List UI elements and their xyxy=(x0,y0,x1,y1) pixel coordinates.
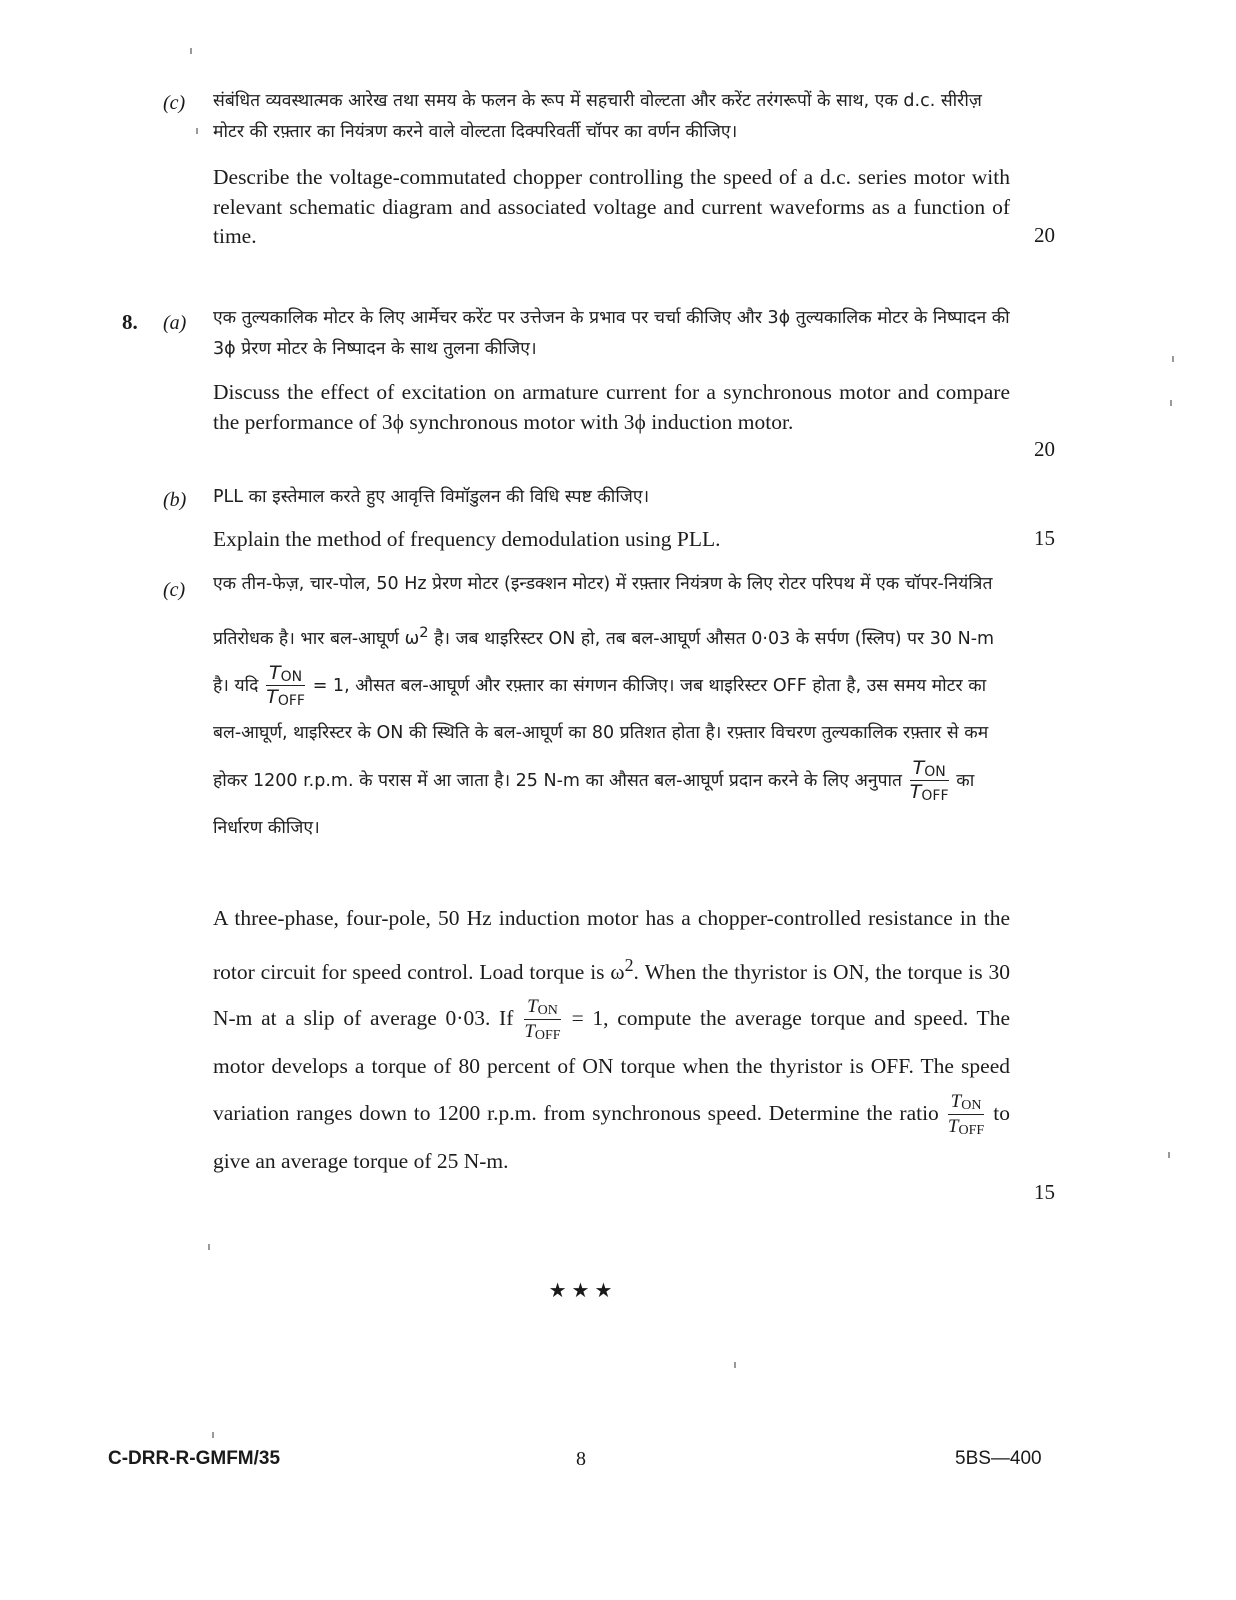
part-label-7c: (c) xyxy=(163,92,186,114)
part-label-8a: (a) xyxy=(163,312,187,334)
ton-toff-fraction: $\frac{T_{ON}}{T_{OFF}}$ xyxy=(947,1090,985,1138)
q8c-hindi-text: एक तीन-फेज़, चार-पोल, 50 Hz प्रेरण मोटर (इन्डक्शन मोटर) में रफ़्तार नियंत्रण के लिए रोटर परिपथ में एक चॉपर-नियंत्रित प्रतिरोधक है। भार बल-आघूर्ण $\omega^2$ है। जब थाइरिस्टर ON हो, तब बल-आघूर्ण औसत 0·03 के सर्पण (स्लिप) पर 30 N-m है। यदि $\frac{T_{ON}}{T_{OFF}}$ = 1, औसत बल-आघूर्ण और रफ़्तार का संगणन कीजिए। जब थाइरिस्टर OFF होता है, उस समय मोटर का बल-आघूर्ण, थाइरिस्टर के ON की स्थिति के बल-आघूर्ण का 80 प्रतिशत होता है। रफ़्तार विचरण तुल्यकालिक रफ़्तार से कम होकर 1200 r.p.m. के परास में आ जाता है। 25 N-m का औसत बल-आघूर्ण प्रदान करने के लिए अनुपात $\frac{T_{ON}}{T_{OFF}}$ का निर्धारण कीजिए। xyxy=(213,574,995,839)
question-number-8: 8. xyxy=(122,310,138,334)
q7c-english-text: Describe the voltage-commutated chopper controlling the speed of a d.c. series motor with relevant schematic diagram and associated voltage and current waveforms as a function of time. xyxy=(213,165,1010,248)
scan-speck xyxy=(212,1432,214,1438)
q8b-english-text: Explain the method of frequency demodulation using PLL. xyxy=(213,527,721,551)
q8b-marks: 15 xyxy=(1034,526,1055,550)
q8c-marks: 15 xyxy=(1034,1180,1055,1204)
q8c-english-text: A three-phase, four-pole, 50 Hz induction motor has a chopper-controlled resistance in the rotor circuit for speed control. Load torque is $\omega^2$. When the thyristor is ON, the torque is 30 N-m at a slip of average 0·03. If $\frac{T_{ON}}{T_{OFF}}$ = 1, compute the average torque and speed. The motor develops a torque of 80 percent of ON torque when the thyristor is OFF. The speed variation ranges down to 1200 r.p.m. from synchronous speed. Determine the ratio $\frac{T_{ON}}{T_{OFF}}$ to give an average torque of 25 N-m. xyxy=(213,906,1010,1173)
q8a-marks: 20 xyxy=(1034,437,1055,461)
q7c-hindi-text: संबंधित व्यवस्थात्मक आरेख तथा समय के फलन के रूप में सहचारी वोल्टता और करेंट तरंगरूपों के साथ, एक d.c. सीरीज़ मोटर की रफ़्तार का नियंत्रण करने वाले वोल्टता दिक्परिवर्ती चॉपर का वर्णन कीजिए। xyxy=(213,91,982,142)
q7c-marks: 20 xyxy=(1034,223,1055,247)
scan-speck xyxy=(734,1362,736,1368)
part-label-8b: (b) xyxy=(163,489,187,511)
footer-paper-code: C-DRR-R-GMFM/35 xyxy=(108,1448,281,1469)
scan-speck xyxy=(1170,400,1172,406)
scan-speck xyxy=(1172,356,1174,362)
part-label-8c: (c) xyxy=(163,579,186,601)
end-of-paper-stars: ★★★ xyxy=(548,1278,618,1302)
footer-series-code: 5BS—400 xyxy=(955,1448,1042,1469)
scan-speck xyxy=(1168,1152,1170,1158)
q8a-hindi-text: एक तुल्यकालिक मोटर के लिए आर्मेचर करेंट पर उत्तेजन के प्रभाव पर चर्चा कीजिए और 3ϕ तुल्यकालिक मोटर के निष्पादन की 3ϕ प्रेरण मोटर के निष्पादन के साथ तुलना कीजिए। xyxy=(213,308,1010,359)
scan-speck xyxy=(208,1244,210,1250)
q8a-english-text: Discuss the effect of excitation on armature current for a synchronous motor and compare the performance of 3ϕ synchronous motor with 3ϕ induction motor. xyxy=(213,380,1010,434)
ton-toff-fraction: $\frac{T_{ON}}{T_{OFF}}$ xyxy=(909,756,949,804)
q8b-hindi-text: PLL का इस्तेमाल करते हुए आवृत्ति विमॉडुलन की विधि स्पष्ट कीजिए। xyxy=(213,487,650,507)
scan-speck xyxy=(196,128,198,134)
scan-speck xyxy=(190,48,192,54)
footer-page-number: 8 xyxy=(576,1448,586,1470)
ton-toff-fraction: $\frac{T_{ON}}{T_{OFF}}$ xyxy=(266,661,305,709)
ton-toff-fraction: $\frac{T_{ON}}{T_{OFF}}$ xyxy=(524,996,561,1044)
